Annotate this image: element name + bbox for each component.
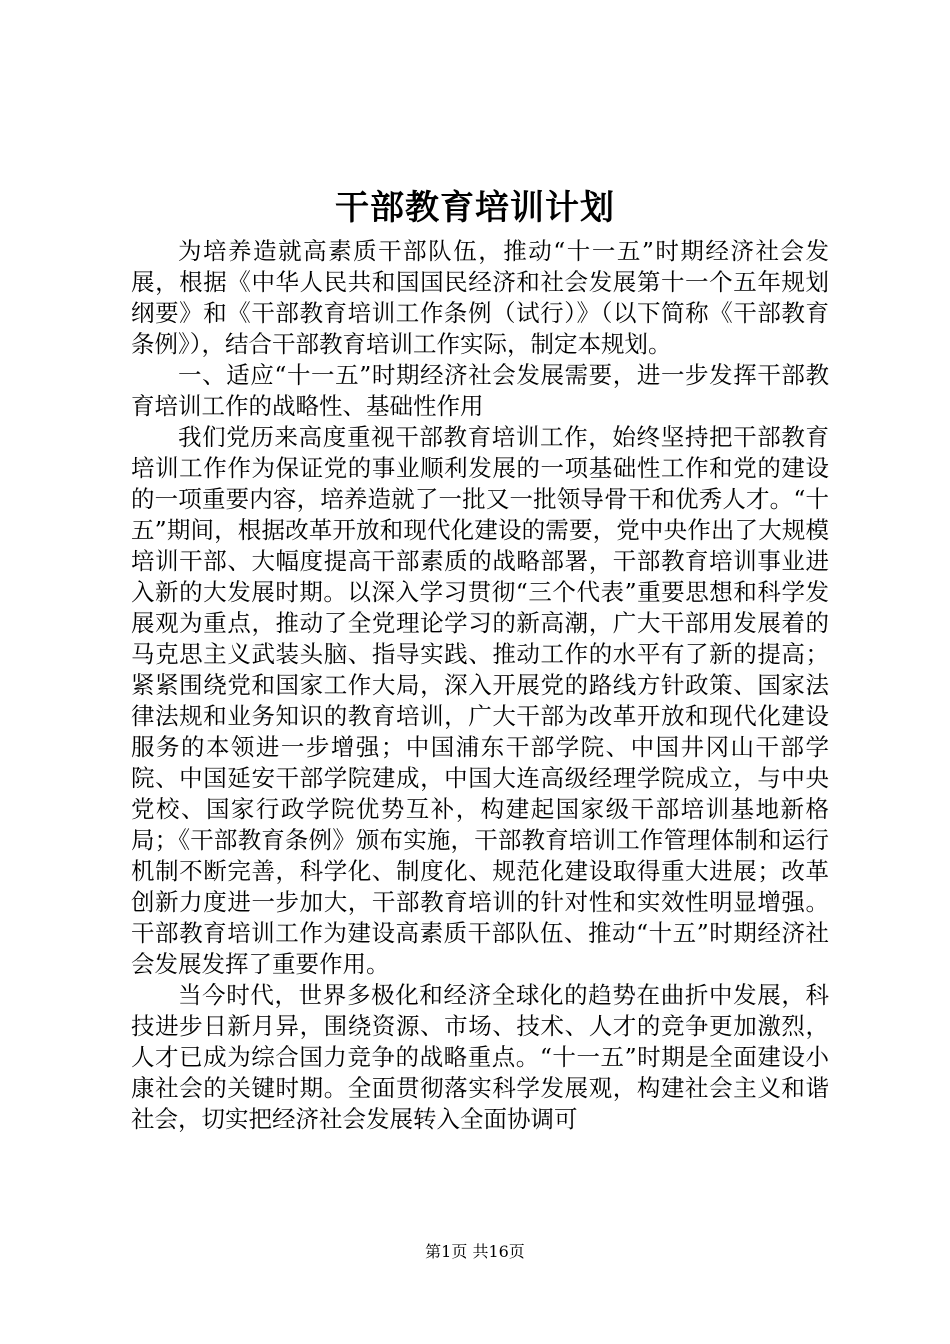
page-number-footer: 第1页 共16页 bbox=[425, 1242, 525, 1261]
document-body bbox=[131, 236, 829, 1135]
paragraph-intro: 为培养造就高素质干部队伍，推动“十一五”时期经济社会发展，根据《中华人民共和国国民经济和社会发展第十一个五年规划纲要》和《干部教育培训工作条例（试行）》（以下简称《干部教育条例》），结合干部教育培训工作实际，制定本规划。 bbox=[131, 237, 829, 358]
paragraph-current-era: 当今时代，世界多极化和经济全球化的趋势在曲折中发展，科技进步日新月异，围绕资源、市场、技术、人才的竞争更加激烈，人才已成为综合国力竞争的战略重点。“十一五”时期是全面建设小康社会的关键时期。全面贯彻落实科学发展观，构建社会主义和谐社会，切实把经济社会发展转入全面协调可 bbox=[131, 981, 829, 1133]
document-title: 干部教育培训计划 bbox=[335, 188, 615, 228]
section-heading-1: 一、适应“十一五”时期经济社会发展需要，进一步发挥干部教育培训工作的战略性、基础性作用 bbox=[131, 361, 829, 420]
paragraph-history: 我们党历来高度重视干部教育培训工作，始终坚持把干部教育培训工作作为保证党的事业顺利发展的一项基础性工作和党的建设的一项重要内容，培养造就了一批又一批领导骨干和优秀人才。“十五”期间，根据改革开放和现代化建设的需要，党中央作出了大规模培训干部、大幅度提高干部素质的战略部署，干部教育培训事业进入新的大发展时期。以深入学习贯彻“三个代表”重要思想和科学发展观为重点，推动了全党理论学习的新高潮，广大干部用发展着的马克思主义武装头脑、指导实践、推动工作的水平有了新的提高；紧紧围绕党和国家工作大局，深入开展党的路线方针政策、国家法律法规和业务知识的教育培训，广大干部为改革开放和现代化建设服务的本领进一步增强；中国浦东干部学院、中国井冈山干部学院、中国延安干部学院建成，中国大连高级经理学院成立，与中央党校、国家行政学院优势互补，构建起国家级干部培训基地新格局；《干部教育条例》颁布实施，干部教育培训工作管理体制和运行机制不断完善，科学化、制度化、规范化建设取得重大进展；改革创新力度进一步加大，干部教育培训的针对性和实效性明显增强。干部教育培训工作为建设高素质干部队伍、推动“十五”时期经济社会发展发挥了重要作用。 bbox=[131, 423, 829, 978]
